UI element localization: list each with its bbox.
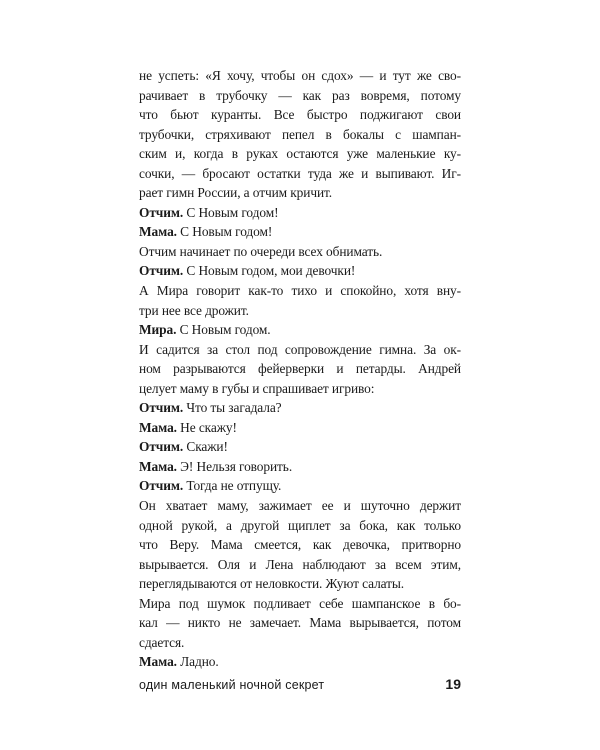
line-text: рает гимн России, а отчим кричит. [139,185,333,201]
line-text: трубочки, стряхивают пепел в бокалы с шампан- [139,126,461,142]
text-line [139,535,461,555]
line-text: А Мира говорит как-то тихо и спокойно, хотя вну- [139,283,461,299]
line-text: ном разрываются фейерверки и петарды. Андрей [139,361,461,377]
running-title: один маленький ночной секрет [139,678,325,692]
line-text: целует маму в губы и спрашивает игриво: [139,380,375,396]
text-line [139,125,461,145]
line-text: С Новым годом, мои девочки! [183,263,356,279]
speaker-name: Мама. [139,419,177,435]
dialogue-line [139,476,461,496]
line-text: переглядываются от неловкости. Жуют салаты. [139,576,405,592]
line-text: вырывается. Оля и Лена наблюдают за всем этим, [139,556,461,572]
page-number: 19 [445,676,461,692]
text-line [139,281,461,301]
text-line [139,633,461,653]
line-text: ским и, когда в руках остаются уже маленькие ку- [139,146,461,162]
line-text: Он хватает маму, зажимает ее и шуточно держит [139,498,461,514]
line-text: Скажи! [183,439,228,455]
text-line [139,183,461,203]
text-line [139,242,461,262]
line-text: Отчим начинает по очереди всех обнимать. [139,243,383,259]
text-line [139,340,461,360]
text-line [139,359,461,379]
line-text: что Веру. Мама смеется, как девочка, притворно [139,537,461,553]
line-text: три нее все дрожит. [139,302,249,318]
line-text: Тогда не отпущу. [183,478,282,494]
text-line [139,301,461,321]
line-text: сочки, — бросают остатки туда же и выпивают. Иг- [139,165,461,181]
dialogue-line [139,320,461,340]
dialogue-line [139,457,461,477]
text-line [139,555,461,575]
line-text: С Новым годом! [183,204,279,220]
text-line [139,613,461,633]
speaker-name: Мама. [139,458,177,474]
text-line [139,144,461,164]
text-line [139,516,461,536]
dialogue-line [139,418,461,438]
text-line [139,86,461,106]
text-line [139,105,461,125]
page-footer [139,676,461,696]
line-text: И садится за стол под сопровождение гимна. За ок- [139,341,461,357]
dialogue-line [139,437,461,457]
text-line [139,164,461,184]
dialogue-line [139,203,461,223]
text-line [139,66,461,86]
line-text: Мира под шумок подливает себе шампанское в бо- [139,595,461,611]
line-text: Не скажу! [176,419,237,435]
speaker-name: Отчим. [139,263,184,279]
speaker-name: Мама. [139,654,177,670]
dialogue-line [139,261,461,281]
text-line [139,379,461,399]
speaker-name: Отчим. [139,400,184,416]
line-text: рачивает в трубочку — как раз вовремя, потому [139,87,461,103]
text-line [139,574,461,594]
speaker-name: Отчим. [139,204,184,220]
line-text: одной рукой, а другой щиплет за бока, как только [139,517,461,533]
text-line [139,496,461,516]
body-text [139,66,461,672]
line-text: С Новым годом! [176,224,273,240]
line-text: Что ты загадала? [183,400,282,416]
speaker-name: Отчим. [139,478,184,494]
dialogue-line [139,398,461,418]
line-text: Э! Нельзя говорить. [176,458,293,474]
dialogue-line [139,222,461,242]
line-text: что бьют куранты. Все быстро поджигают свои [139,107,461,123]
line-text: сдается. [139,634,185,650]
speaker-name: Мира. [139,322,177,338]
text-line [139,594,461,614]
speaker-name: Мама. [139,224,177,240]
dialogue-line [139,652,461,672]
line-text: не успеть: «Я хочу, чтобы он сдох» — и тут же сво- [139,68,461,83]
speaker-name: Отчим. [139,439,184,455]
line-text: Ладно. [176,654,219,670]
line-text: кал — никто не замечает. Мама вырывается, потом [139,615,461,631]
line-text: С Новым годом. [176,322,271,338]
